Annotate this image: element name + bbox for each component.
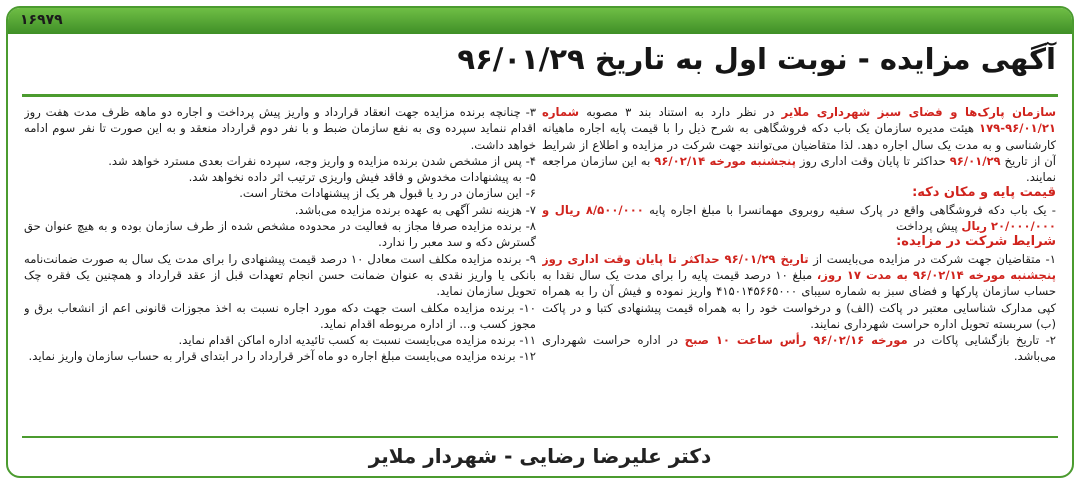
condition-item: ۸- برنده مزایده صرفا مجاز به فعالیت در محدوده مشخص شده از طرف سازمان بوده و به هیچ عنوان حق گسترش دکه و سد معبر را ندارد. — [24, 219, 536, 250]
condition-item: ۴- پس از مشخص شدن برنده مزایده و واریز وجه، سپرده نفرات بعدی مسترد خواهد شد. — [108, 153, 536, 168]
resolution-number: شماره ۹۶/۰۱/۲۱-۱۷۹ — [542, 105, 1056, 136]
opening-date: مورخه ۹۶/۰۲/۱۶ رأس ساعت ۱۰ صبح — [684, 333, 908, 348]
footer-divider — [22, 436, 1058, 438]
condition-1-dates: تاریخ ۹۶/۰۱/۲۹ حداکثر تا پایان وقت اداری روز پنجشنبه مورخه ۹۶/۰۲/۱۴ به مدت ۱۷ روز، — [542, 251, 1056, 282]
condition-item: ۹- برنده مزایده مکلف است معادل ۱۰ درصد قیمت پیشنهادی را برای مدت یک سال به صورت ضمانت‌نامه بانکی یا واریز نقدی به عنوان ضمانت حسن انجام تعهدات قبل از عقد قرارداد و همچنین یک فقره چک تحویل سازمان نماید. — [24, 251, 536, 299]
condition-item: ۵- به پیشنهادات مخدوش و فاقد فیش واریزی ترتیب اثر داده نخواهد شد. — [188, 170, 536, 185]
headline-divider — [22, 94, 1058, 97]
condition-item: ۶- این سازمان در رد یا قبول هر یک از پیشنهادات مختار است. — [239, 186, 536, 201]
condition-item: ۷- هزینه نشر آگهی به عهده برنده مزایده می‌باشد. — [294, 202, 536, 217]
left-column — [24, 104, 536, 434]
condition-2: ۲- تاریخ بازگشایی پاکات در مورخه ۹۶/۰۲/۱۶ رأس ساعت ۱۰ صبح در اداره حراست شهرداری می‌باشد. — [542, 333, 1056, 364]
right-column — [542, 104, 1056, 434]
price-paragraph: - یک باب دکه فروشگاهی واقع در پارک سفیه روبروی مهمانسرا با مبلغ اجاره پایه ۸/۵۰۰/۰۰۰ ریال و ۲۰/۰۰۰/۰۰۰ ریال پیش پرداخت — [542, 202, 1056, 234]
condition-item: ۳- چنانچه برنده مزایده جهت انعقاد قرارداد و واریز پیش پرداخت و اجاره دو ماهه ظرف مدت هفت روز اقدام ننماید سپرده وی به نفع سازمان ضبط و با نفر دوم قرارداد منعقد و به این صورت تا نفر سوم ادامه خواهد داشت. — [24, 105, 536, 152]
condition-item: ۱۰- برنده مزایده مکلف است جهت دکه مورد اجاره نسبت به اخذ مجوزات قانونی اعم از انشعاب برق و مجوز کسب و... از اداره مربوطه اقدام نماید. — [24, 300, 536, 331]
condition-item: ۱۱- برنده مزایده می‌بایست نسبت به کسب تائیدیه اداره اماکن اقدام نماید. — [178, 333, 536, 348]
deadline-date: پنجشنبه مورخه ۹۶/۰۲/۱۴ — [654, 153, 796, 168]
section-heading-conditions: شرایط شرکت در مزایده: — [896, 234, 1056, 250]
section-heading-price: قیمت پایه و مکان دکه: — [912, 185, 1056, 201]
base-price: ۸/۵۰۰/۰۰۰ ریال و ۲۰/۰۰۰/۰۰۰ ریال — [542, 202, 1056, 234]
document-number: ۱۶۹۷۹ — [20, 12, 63, 28]
condition-1: ۱- متقاضیان جهت شرکت در مزایده می‌بایست از تاریخ ۹۶/۰۱/۲۹ حداکثر تا پایان وقت اداری روز پنجشنبه مورخه ۹۶/۰۲/۱۴ به مدت ۱۷ روز، مبلغ ۱۰ درصد قیمت پایه را برای مدت یک سال نقدا به حساب سازمان پارکها و فضای سبز به شماره سیبای ۴۱۵۰۱۴۵۶۶۵۰۰۰ واریز نموده و فیش آن را به همراه کپی مدارک شناسایی معتبر در پاکت (الف) و درخواست خود را به همراه قیمت پیشنهادی کتبا و در پاکت (ب) سربسته تحویل اداره حراست شهرداری نمایند. — [542, 251, 1056, 331]
condition-item: ۱۲- برنده مزایده می‌بایست مبلغ اجاره دو ماه آخر قرارداد را در ابتدای قرار به حساب سازمان واریز نماید. — [28, 349, 536, 364]
intro-paragraph: سازمان پارک‌ها و فضای سبز شهرداری ملایر در نظر دارد به استناد بند ۳ مصوبه شماره ۹۶/۰۱/۲۱-۱۷۹ هیئت مدیره سازمان یک باب دکه فروشگاهی به شرح ذیل را با قیمت پایه اجاره ماهیانه کارشناسی و به مدت یک سال اجاره دهد. لذا متقاضیان می‌توانند جهت شرکت در مزایده و اطلاع از شرایط آن از تاریخ ۹۶/۰۱/۲۹ حداکثر تا پایان وقت اداری روز پنجشنبه مورخه ۹۶/۰۲/۱۴ به این سازمان مراجعه نمایند. — [542, 105, 1056, 185]
top-green-strip — [8, 8, 1072, 34]
signature-line: دکتر علیرضا رضایی - شهردار ملایر — [368, 444, 712, 468]
notice-frame — [6, 6, 1074, 478]
notice-headline: آگهی مزایده - نوبت اول به تاریخ ۹۶/۰۱/۲۹ — [457, 42, 1056, 76]
organization-name: سازمان پارک‌ها و فضای سبز شهرداری ملایر — [781, 105, 1056, 119]
start-date: ۹۶/۰۱/۲۹ — [949, 153, 1001, 168]
